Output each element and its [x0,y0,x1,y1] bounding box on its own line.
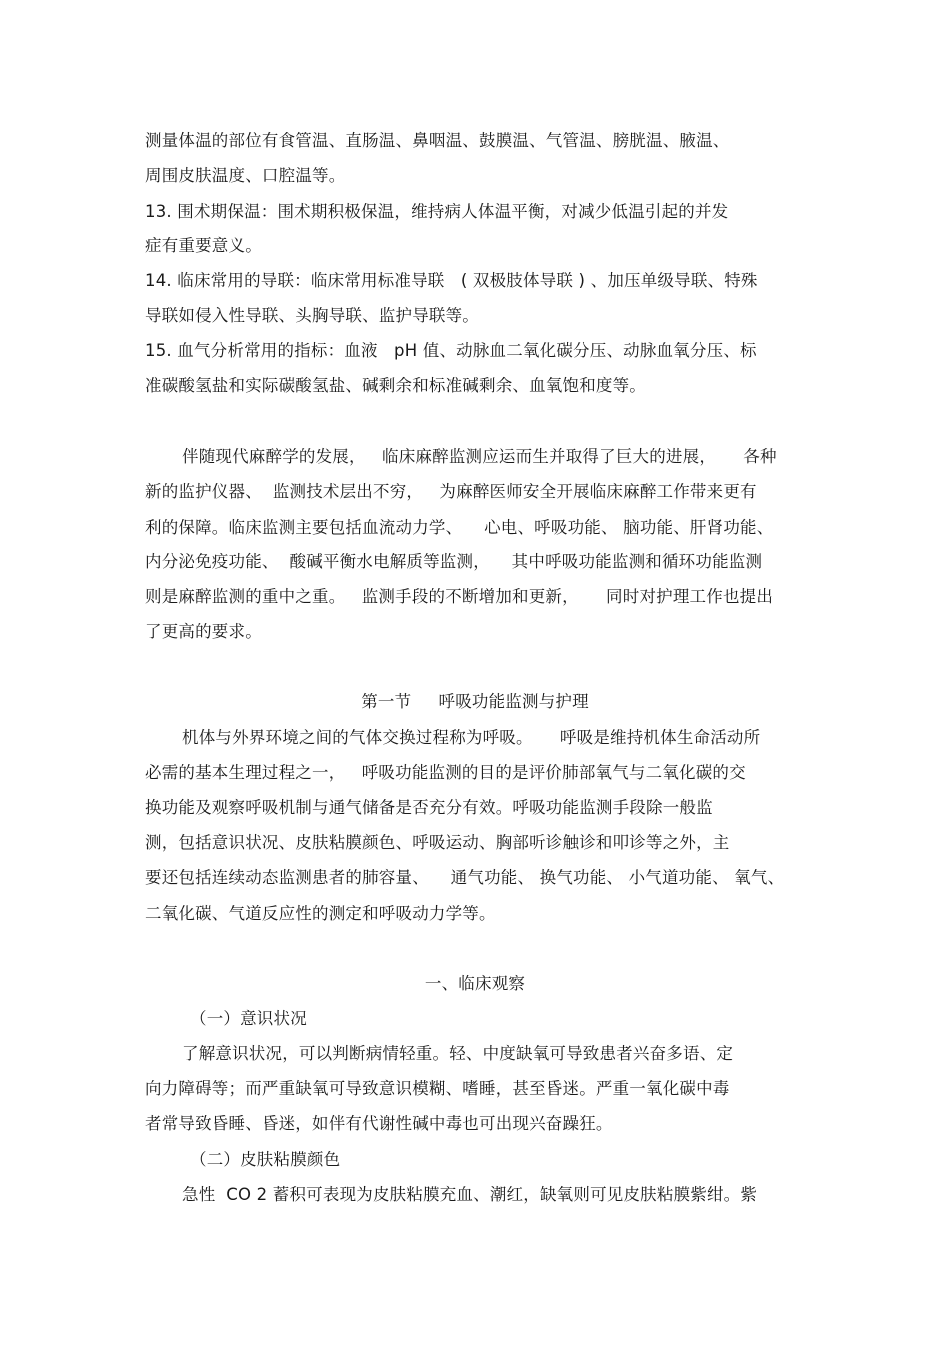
paragraph-respiration-first-line: 机体与外界环境之间的气体交换过程称为呼吸。 呼吸是维持机体生命活动所 [182,728,761,747]
list-item-15: 15. 血气分析常用的指标：血液 pH 值、动脉血二氧化碳分压、动脉血氧分压、标 [145,341,757,360]
subsection-heading: 一、临床观察 [424,974,526,993]
body-text-line: 周围皮肤温度、口腔温等。 [145,166,346,185]
paragraph-skin-first-line: 急性 CO 2 蓄积可表现为皮肤粘膜充血、潮红，缺氧则可见皮肤粘膜紫绀。紫 [182,1185,758,1204]
paragraph-intro-first-line: 伴随现代麻醉学的发展， 临床麻醉监测应运而生并取得了巨大的进展， 各种 [182,447,777,466]
body-text-line: 向力障碍等；而严重缺氧可导致意识模糊、嗜睡，甚至昏迷。严重一氧化碳中毒 [145,1079,730,1098]
body-text-line: 内分泌免疫功能、 酸碱平衡水电解质等监测， 其中呼吸功能监测和循环功能监测 [145,552,763,571]
sub-heading-skin-color: （二）皮肤粘膜颜色 [190,1150,341,1169]
body-text-line: 导联如侵入性导联、头胸导联、监护导联等。 [145,306,479,325]
body-text-line: 二氧化碳、气道反应性的测定和呼吸动力学等。 [145,904,496,923]
body-text-line: 测量体温的部位有食管温、直肠温、鼻咽温、鼓膜温、气管温、膀胱温、腋温、 [145,131,730,150]
body-text-line: 测，包括意识状况、皮肤粘膜颜色、呼吸运动、胸部听诊触诊和叩诊等之外，主 [145,833,730,852]
body-text-line: 准碳酸氢盐和实际碳酸氢盐、碱剩余和标准碱剩余、血氧饱和度等。 [145,376,646,395]
body-text-line: 利的保障。临床监测主要包括血流动力学、 心电、呼吸功能、 脑功能、肝肾功能、 [145,518,774,537]
body-text-line: 则是麻醉监测的重中之重。 监测手段的不断增加和更新， 同时对护理工作也提出 [145,587,774,606]
sub-heading-consciousness: （一）意识状况 [190,1009,307,1028]
body-text-line: 症有重要意义。 [145,236,262,255]
list-item-13: 13. 围术期保温：围术期积极保温，维持病人体温平衡，对减少低温引起的并发 [145,202,729,221]
list-item-14: 14. 临床常用的导联：临床常用标准导联 ( 双极肢体导联 ) 、加压单级导联、特殊 [145,271,758,290]
body-text-line: 了更高的要求。 [145,622,262,641]
section-heading: 第一节 呼吸功能监测与护理 [361,692,589,711]
body-text-line: 换功能及观察呼吸机制与通气储备是否充分有效。呼吸功能监测手段除一般监 [145,798,713,817]
body-text-line: 者常导致昏睡、昏迷，如伴有代谢性碱中毒也可出现兴奋躁狂。 [145,1114,613,1133]
body-text-line: 新的监护仪器、 监测技术层出不穷， 为麻醉医师安全开展临床麻醉工作带来更有 [145,482,757,501]
body-text-line: 必需的基本生理过程之一， 呼吸功能监测的目的是评价肺部氧气与二氧化碳的交 [145,763,746,782]
body-text-line: 要还包括连续动态监测患者的肺容量、 通气功能、 换气功能、 小气道功能、 氧气、 [145,868,785,887]
paragraph-consciousness-first-line: 了解意识状况，可以判断病情轻重。轻、中度缺氧可导致患者兴奋多语、定 [182,1044,734,1063]
